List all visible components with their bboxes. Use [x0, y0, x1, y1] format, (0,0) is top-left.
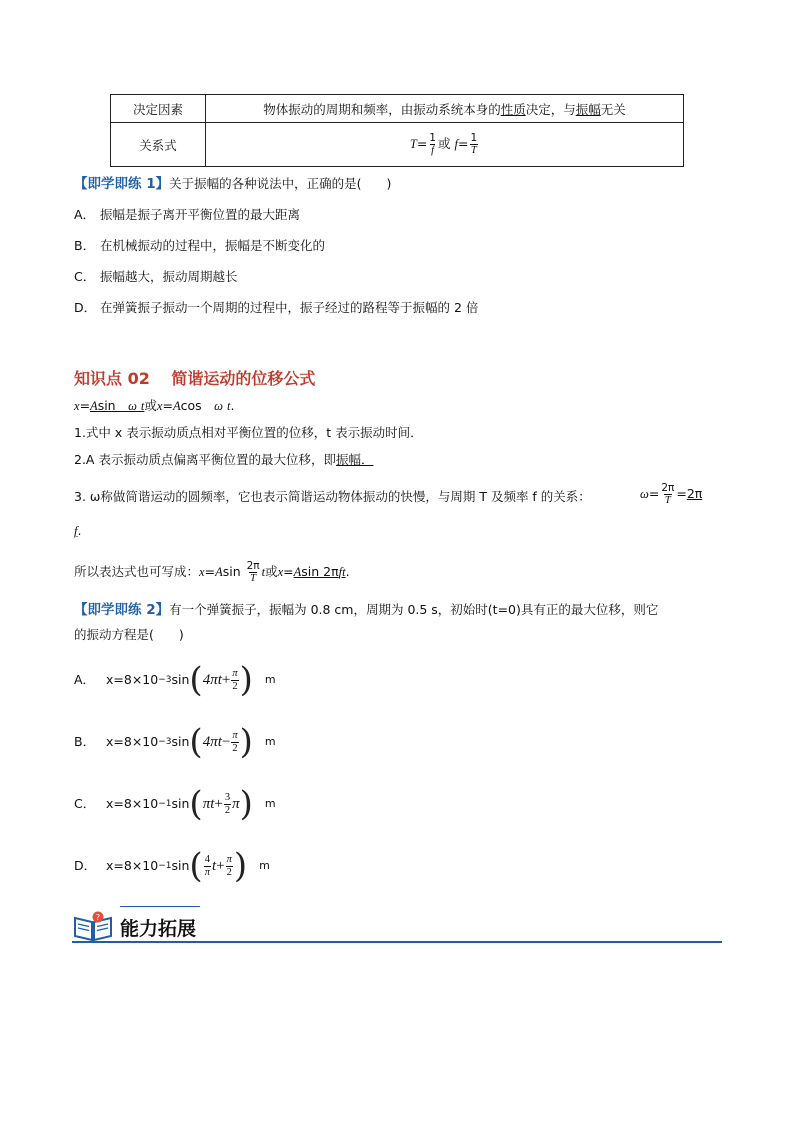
practice1-question — [74, 176, 391, 192]
option-d: D． x=8×10 −1 sin ( $\frac{4}{\pi}$ t + $\frac{\pi}{2}$ ) m — [74, 846, 270, 886]
option-text: 振幅是振子离开平衡位置的最大距离 — [100, 207, 301, 222]
or-text: 或 — [437, 136, 451, 151]
fraction: $\frac{2\pi}{T}$ — [661, 482, 675, 506]
unit-text: m — [264, 673, 276, 686]
properties-table — [110, 94, 684, 167]
option-letter: C． — [74, 269, 96, 284]
book-icon — [72, 910, 114, 942]
fraction: $\frac{1}{T}$ — [470, 132, 478, 156]
underlined-text: 振幅 — [575, 101, 601, 117]
question-text: 关于振幅的各种说法中，正确的是( ) — [169, 176, 392, 191]
practice2-question-line1 — [74, 602, 658, 618]
underlined-text: f — [74, 524, 78, 538]
note-line-3 — [74, 489, 591, 505]
option-letter: A． — [74, 672, 96, 687]
underlined-text: 振幅． — [335, 452, 374, 467]
table-cell-label: 关系式 — [111, 123, 206, 167]
exponent: −3 — [158, 737, 172, 747]
exponent: −3 — [158, 675, 172, 685]
svg-text:?: ? — [95, 913, 101, 922]
practice-tag: 【即学即练 1】 — [74, 176, 170, 192]
exponent: −1 — [158, 799, 172, 809]
table-row — [111, 123, 684, 167]
table-row — [111, 95, 684, 123]
function-name: sin — [171, 672, 190, 687]
option-a: A． x=8×10 −3 sin ( 4πt + $\frac{\pi}{2}$ ) m — [74, 660, 276, 700]
function-name: sin — [171, 858, 190, 873]
function-name: sin — [171, 796, 190, 811]
footer-rule — [72, 941, 722, 943]
or-text: 或 — [265, 564, 278, 579]
option-letter: C． — [74, 796, 96, 811]
option-a — [74, 207, 300, 223]
practice2-question-line2: 的振动方程是( ) — [74, 627, 184, 642]
note-line-4: f. — [74, 523, 82, 538]
option-text: 振幅越大，振动周期越长 — [100, 269, 238, 284]
option-letter: D． — [74, 858, 97, 873]
or-text: 或 — [144, 398, 157, 413]
note-line-5: 所以表达式也可写成：x=Asin $\frac{2\pi}{T}$ t或x=Asin 2πft. — [74, 560, 350, 584]
underlined-text: 性质 — [500, 101, 526, 117]
table-cell-value — [206, 95, 684, 123]
formula-line: x=Asin ω t或x=Acos ω t. — [74, 398, 235, 413]
option-c: C． x=8×10 −1 sin ( πt + $\frac{3}{2}$ π ) m — [74, 784, 276, 824]
fraction: $\frac{2\pi}{T}$ — [246, 560, 260, 584]
option-letter: A． — [74, 207, 96, 222]
unit-text: m — [264, 735, 276, 748]
practice-tag: 【即学即练 2】 — [74, 602, 170, 618]
text-span: 物体振动的周期和频率，由振动系统本身的 — [263, 101, 501, 117]
footer-title: 能力拓展 — [120, 918, 197, 940]
option-text: 在机械振动的过程中，振幅是不断变化的 — [100, 238, 326, 253]
text-span: 无关 — [600, 101, 626, 117]
fraction: $\frac{1}{f}$ — [429, 132, 436, 156]
option-letter: D． — [74, 300, 97, 315]
table-cell-label: 决定因素 — [111, 95, 206, 123]
text-span: 所以表达式也可写成： — [74, 564, 200, 579]
function-name: sin — [171, 734, 190, 749]
option-letter: B． — [74, 238, 96, 253]
omega-relation: ω= $\frac{2\pi}{T}$ =2π — [640, 482, 703, 506]
note-line-2 — [74, 452, 373, 468]
table-cell-formula: T= $\frac{1}{f}$ 或 f= $\frac{1}{T}$ — [206, 123, 684, 167]
text-span: 3. ω称做简谐运动的圆频率，它也表示简谐运动物体振动的快慢，与周期 T 及频率 f 的关系： — [74, 489, 591, 504]
option-d — [74, 300, 478, 316]
option-text: 在弹簧振子振动一个周期的过程中，振子经过的路程等于振幅的 2 倍 — [100, 300, 479, 315]
option-letter: B． — [74, 734, 96, 749]
note-line-1: 1.式中 x 表示振动质点相对平衡位置的位移，t 表示振动时间． — [74, 425, 423, 440]
divider — [120, 906, 200, 907]
formula-prefix: x=8×10 — [106, 858, 159, 873]
formula-prefix: x=8×10 — [106, 672, 159, 687]
option-b — [74, 238, 325, 254]
exponent: −1 — [158, 861, 172, 871]
option-c — [74, 269, 238, 285]
option-b: B． x=8×10 −3 sin ( 4πt − $\frac{\pi}{2}$ ) m — [74, 722, 276, 762]
question-text: 有一个弹簧振子，振幅为 0.8 cm，周期为 0.5 s，初始时(t=0)具有正的最大位移，则它 — [169, 602, 659, 617]
unit-text: m — [259, 859, 270, 872]
text-span: 决定，与 — [525, 101, 576, 117]
text-span: 2.A 表示振动质点偏离平衡位置的最大位移，即 — [74, 452, 336, 467]
unit-text: m — [264, 797, 276, 810]
formula-prefix: x=8×10 — [106, 796, 159, 811]
section-title: 知识点 02 简谐运动的位移公式 — [74, 369, 316, 388]
formula-prefix: x=8×10 — [106, 734, 159, 749]
